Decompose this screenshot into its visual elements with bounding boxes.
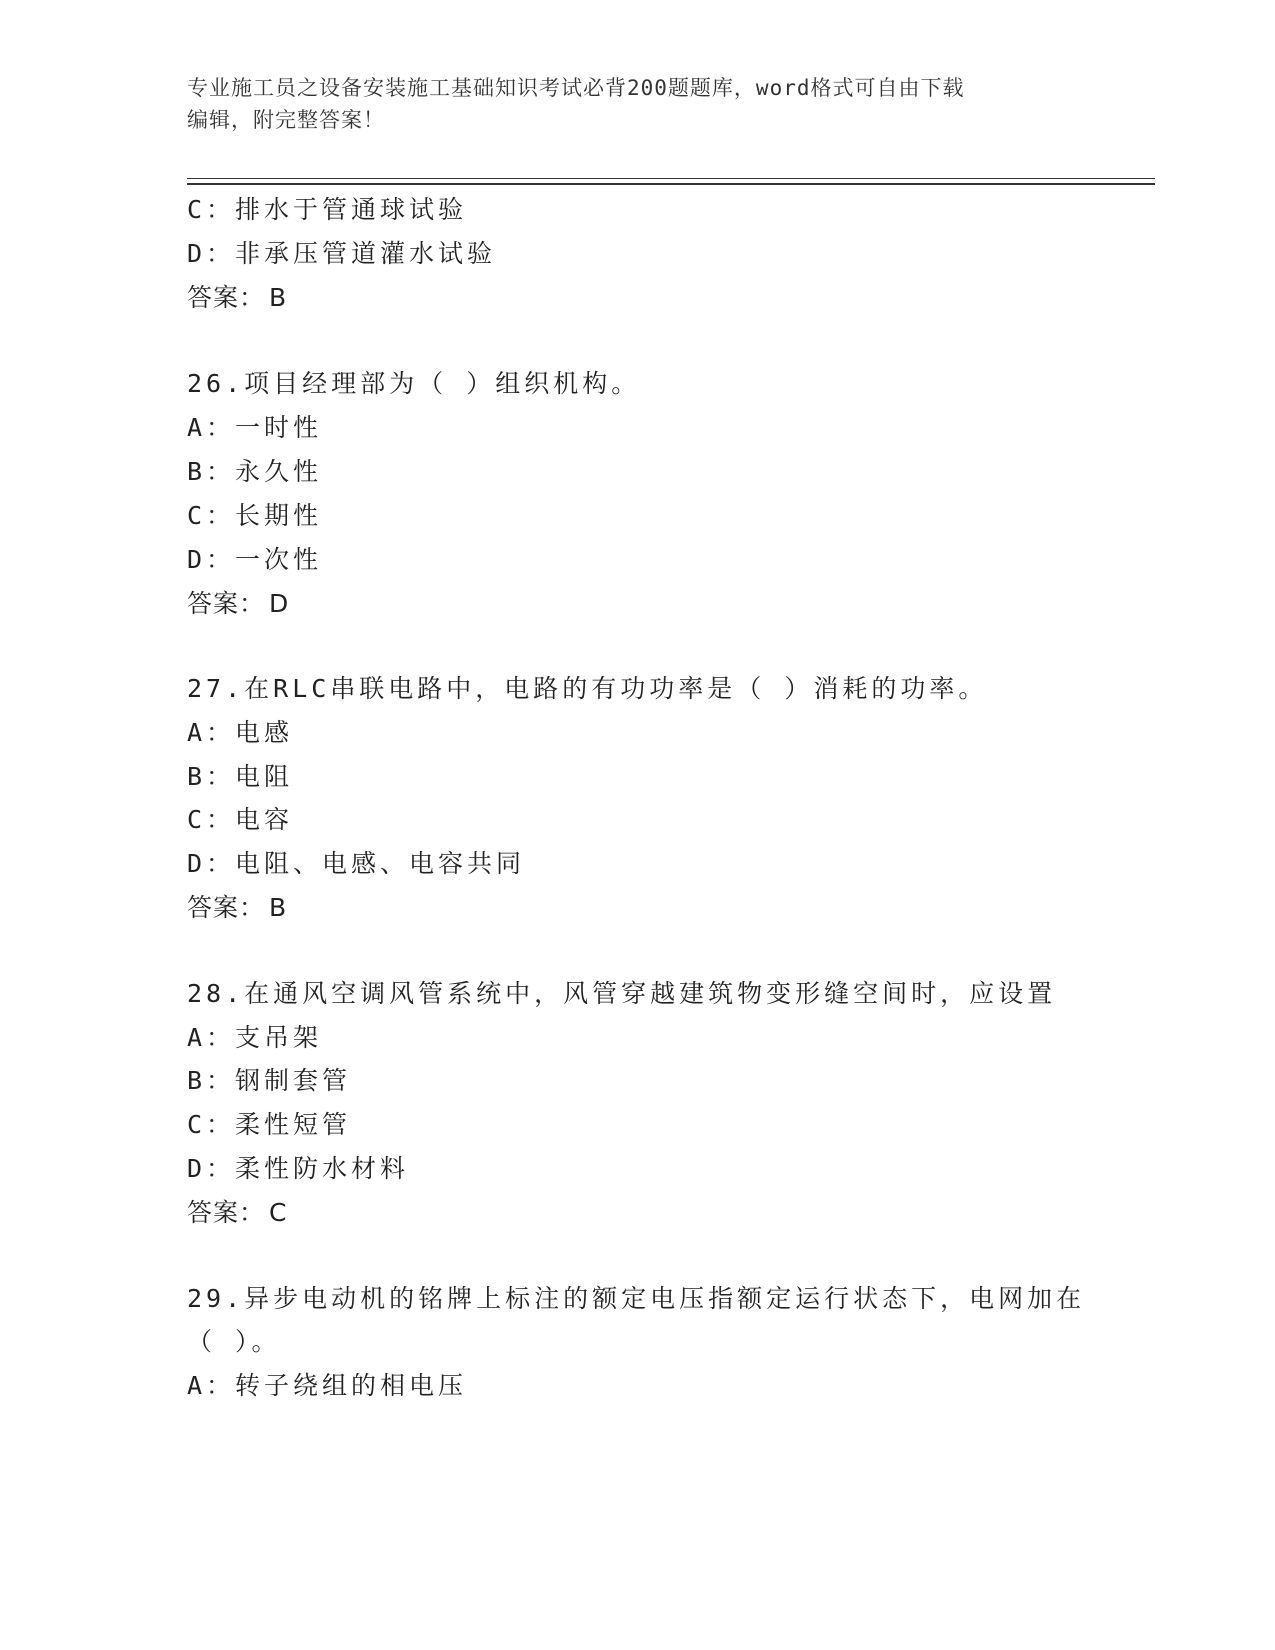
answer-value: C [269, 1198, 288, 1227]
answer-label: 答案： [187, 589, 266, 618]
option-a: A：支吊架 [187, 1023, 323, 1052]
answer-line [187, 278, 287, 314]
question-stem: 26.项目经理部为（ ）组织机构。 [187, 369, 641, 398]
answer-line [187, 1193, 287, 1229]
option-d: D：一次性 [187, 545, 323, 574]
answer-label: 答案： [187, 1198, 266, 1227]
option-a: A：电感 [187, 718, 294, 747]
option-c: C：排水于管通球试验 [187, 195, 468, 224]
header-title-line-2: 编辑，附完整答案！ [187, 108, 385, 132]
question-stem: 29.异步电动机的铭牌上标注的额定电压指额定运行状态下，电网加在 [187, 1284, 1086, 1313]
option-b: B：电阻 [187, 762, 294, 791]
answer-value: B [269, 893, 288, 922]
answer-value: D [269, 589, 290, 618]
option-d: D：非承压管道灌水试验 [187, 239, 497, 268]
option-c: C：长期性 [187, 501, 323, 530]
option-b: B：永久性 [187, 457, 323, 486]
header-divider [187, 178, 1155, 179]
option-c: C：电容 [187, 805, 294, 834]
answer-label: 答案： [187, 893, 266, 922]
option-d: D：电阻、电感、电容共同 [187, 849, 526, 878]
answer-value: B [269, 283, 288, 312]
header-title-line-1: 专业施工员之设备安装施工基础知识考试必背200题题库，word格式可自由下载 [187, 76, 965, 100]
answer-line [187, 888, 287, 924]
document-header [187, 72, 1067, 136]
question-stem: 28.在通风空调风管系统中，风管穿越建筑物变形缝空间时，应设置 [187, 979, 1057, 1008]
option-d: D：柔性防水材料 [187, 1154, 410, 1183]
question-stem-continued: （ ）。 [187, 1327, 281, 1356]
option-c: C：柔性短管 [187, 1110, 352, 1139]
answer-label: 答案： [187, 283, 266, 312]
answer-line [187, 584, 289, 620]
option-b: B：钢制套管 [187, 1066, 352, 1095]
option-a: A：一时性 [187, 413, 323, 442]
question-stem: 27.在RLC串联电路中，电路的有功功率是（ ）消耗的功率。 [187, 674, 988, 703]
header-divider-thick [187, 183, 1155, 185]
option-a: A：转子绕组的相电压 [187, 1371, 468, 1400]
